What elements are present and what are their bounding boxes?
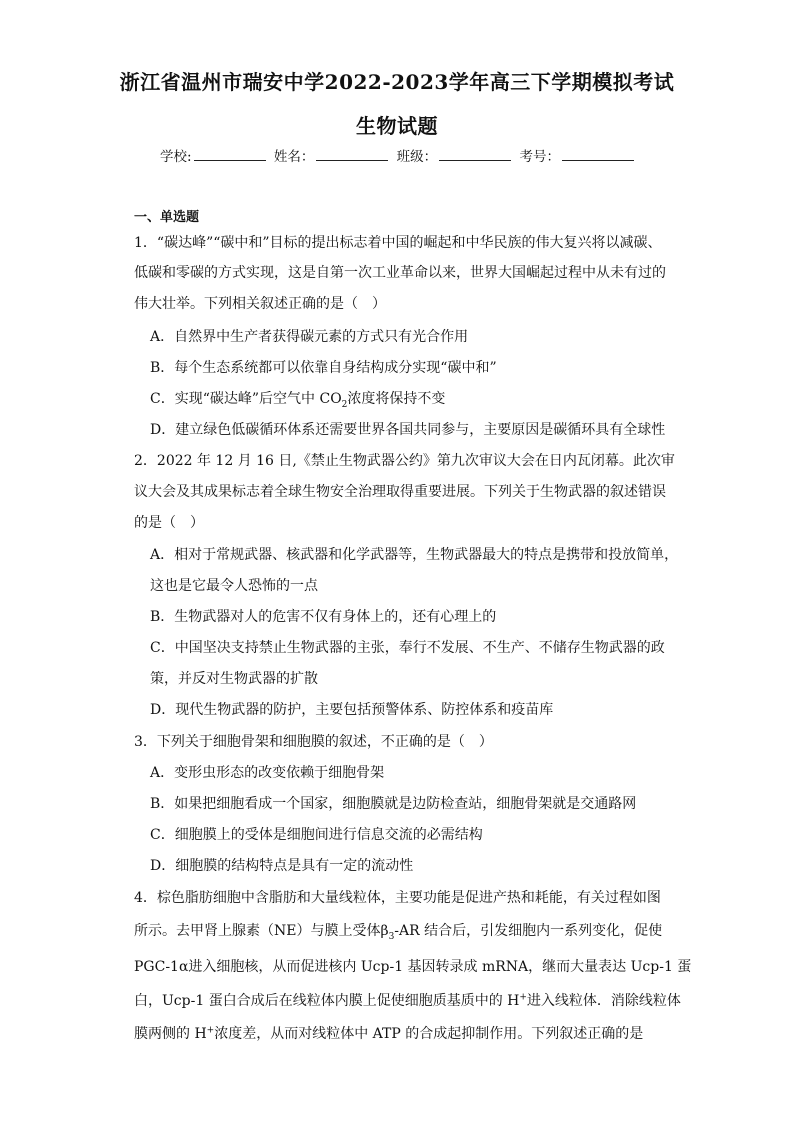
q3-option-a[interactable]: A．变形虫形态的改变依赖于细胞骨架 <box>150 765 385 781</box>
q4-line-5-text-end: 浓度差，从而对线粒体中 ATP 的合成起抑制作用。下列叙述正确的是 <box>214 1026 644 1042</box>
q3-option-c[interactable]: C．细胞膜上的受体是细胞间进行信息交流的必需结构 <box>150 827 483 843</box>
q2-option-a-line-1[interactable]: A．相对于常规武器、核武器和化学武器等，生物武器最大的特点是携带和投放简单， <box>150 547 679 563</box>
section-title: 一、单选题 <box>134 210 200 225</box>
q1-stem-line-2: 低碳和零碳的方式实现，这是自第一次工业革命以来，世界大国崛起过程中从未有过的 <box>134 265 666 281</box>
class-blank[interactable] <box>439 148 511 161</box>
q1-option-c-subscript: 2 <box>341 399 348 410</box>
q4-line-2-text: 所示。去甲肾上腺素（NE）与膜上受体β <box>134 923 389 939</box>
q4-stem-line-4 <box>134 991 681 1011</box>
q1-stem-line-3: 伟大壮举。下列相关叙述正确的是（ ） <box>134 296 386 312</box>
q2-stem-line-1: 2．2022 年 12 月 16 日,《禁止生物武器公约》第九次审议大会在日内瓦闭幕。此次审 <box>134 453 675 469</box>
q1-option-c[interactable] <box>150 389 445 409</box>
school-blank[interactable] <box>194 148 266 161</box>
q4-line-4-superscript: + <box>519 992 527 1003</box>
q4-stem-line-2 <box>134 921 662 941</box>
q4-line-2-subscript: 3 <box>388 931 395 942</box>
q4-line-4-text-end: 进入线粒体．消除线粒体 <box>526 993 681 1009</box>
exam-number-field[interactable] <box>519 145 634 165</box>
q1-option-d[interactable]: D．建立绿色低碳循环体系还需要世界各国共同参与，主要原因是碳循环具有全球性 <box>150 422 666 438</box>
q1-option-a[interactable]: A．自然界中生产者获得碳元素的方式只有光合作用 <box>150 329 469 345</box>
q2-option-a-line-2[interactable]: 这也是它最令人恐怖的一点 <box>150 578 318 594</box>
q4-line-5-superscript: + <box>206 1025 215 1036</box>
school-label: 学校: <box>160 149 192 165</box>
student-info-line <box>0 145 794 165</box>
q4-stem-line-1: 4．棕色脂肪细胞中含脂肪和大量线粒体，主要功能是促进产热和耗能，有关过程如图 <box>134 890 661 906</box>
q2-option-d[interactable]: D．现代生物武器的防护，主要包括预警体系、防控体系和疫苗库 <box>150 702 554 718</box>
q4-stem-line-5 <box>134 1024 643 1044</box>
q3-option-b[interactable]: B．如果把细胞看成一个国家，细胞膜就是边防检查站，细胞骨架就是交通路网 <box>150 796 637 812</box>
q1-stem-line-1: 1．“碳达峰”“碳中和”目标的提出标志着中国的崛起和中华民族的伟大复兴将以减碳、 <box>134 235 662 251</box>
q2-stem-line-3: 的是（ ） <box>134 515 204 531</box>
q2-option-c-line-2[interactable]: 策，并反对生物武器的扩散 <box>150 671 318 687</box>
exam-title: 浙江省温州市瑞安中学2022-2023学年高三下学期模拟考试 <box>119 70 675 94</box>
q1-option-c-text: C．实现“碳达峰”后空气中 CO <box>150 391 342 407</box>
q3-stem-line-1: 3．下列关于细胞骨架和细胞膜的叙述，不正确的是（ ） <box>134 734 493 750</box>
class-field[interactable] <box>397 145 512 165</box>
name-label: 姓名： <box>273 149 315 165</box>
q2-option-c-line-1[interactable]: C．中国坚决支持禁止生物武器的主张，奉行不发展、不生产、不储存生物武器的政 <box>150 640 665 656</box>
q4-line-4-text: 白，Ucp-1 蛋白合成后在线粒体内膜上促使细胞质基质中的 H <box>134 993 520 1009</box>
q3-option-d[interactable]: D．细胞膜的结构特点是具有一定的流动性 <box>150 858 414 874</box>
exam-number-label: 考号： <box>519 149 560 165</box>
q2-stem-line-2: 议大会及其成果标志着全球生物安全治理取得重要进展。下列关于生物武器的叙述错误 <box>134 484 666 500</box>
q1-option-b[interactable]: B．每个生态系统都可以依靠自身结构成分实现“碳中和” <box>150 360 497 376</box>
exam-number-blank[interactable] <box>562 148 634 161</box>
q2-option-b[interactable]: B．生物武器对人的危害不仅有身体上的，还有心理上的 <box>150 609 497 625</box>
school-field[interactable] <box>160 145 266 165</box>
q1-option-c-text-end: 浓度将保持不变 <box>347 391 446 407</box>
q4-stem-line-3: PGC-1α进入细胞核，从而促进核内 Ucp-1 基因转录成 mRNA，继而大量表达 Ucp-1 蛋 <box>134 959 692 975</box>
q4-line-5-text: 膜两侧的 H <box>134 1026 207 1042</box>
exam-subtitle: 生物试题 <box>356 114 438 138</box>
class-label: 班级： <box>396 149 438 165</box>
name-blank[interactable] <box>316 148 388 161</box>
q4-line-2-text-end: -AR 结合后，引发细胞内一系列变化，促使 <box>394 923 663 939</box>
name-field[interactable] <box>274 145 389 165</box>
